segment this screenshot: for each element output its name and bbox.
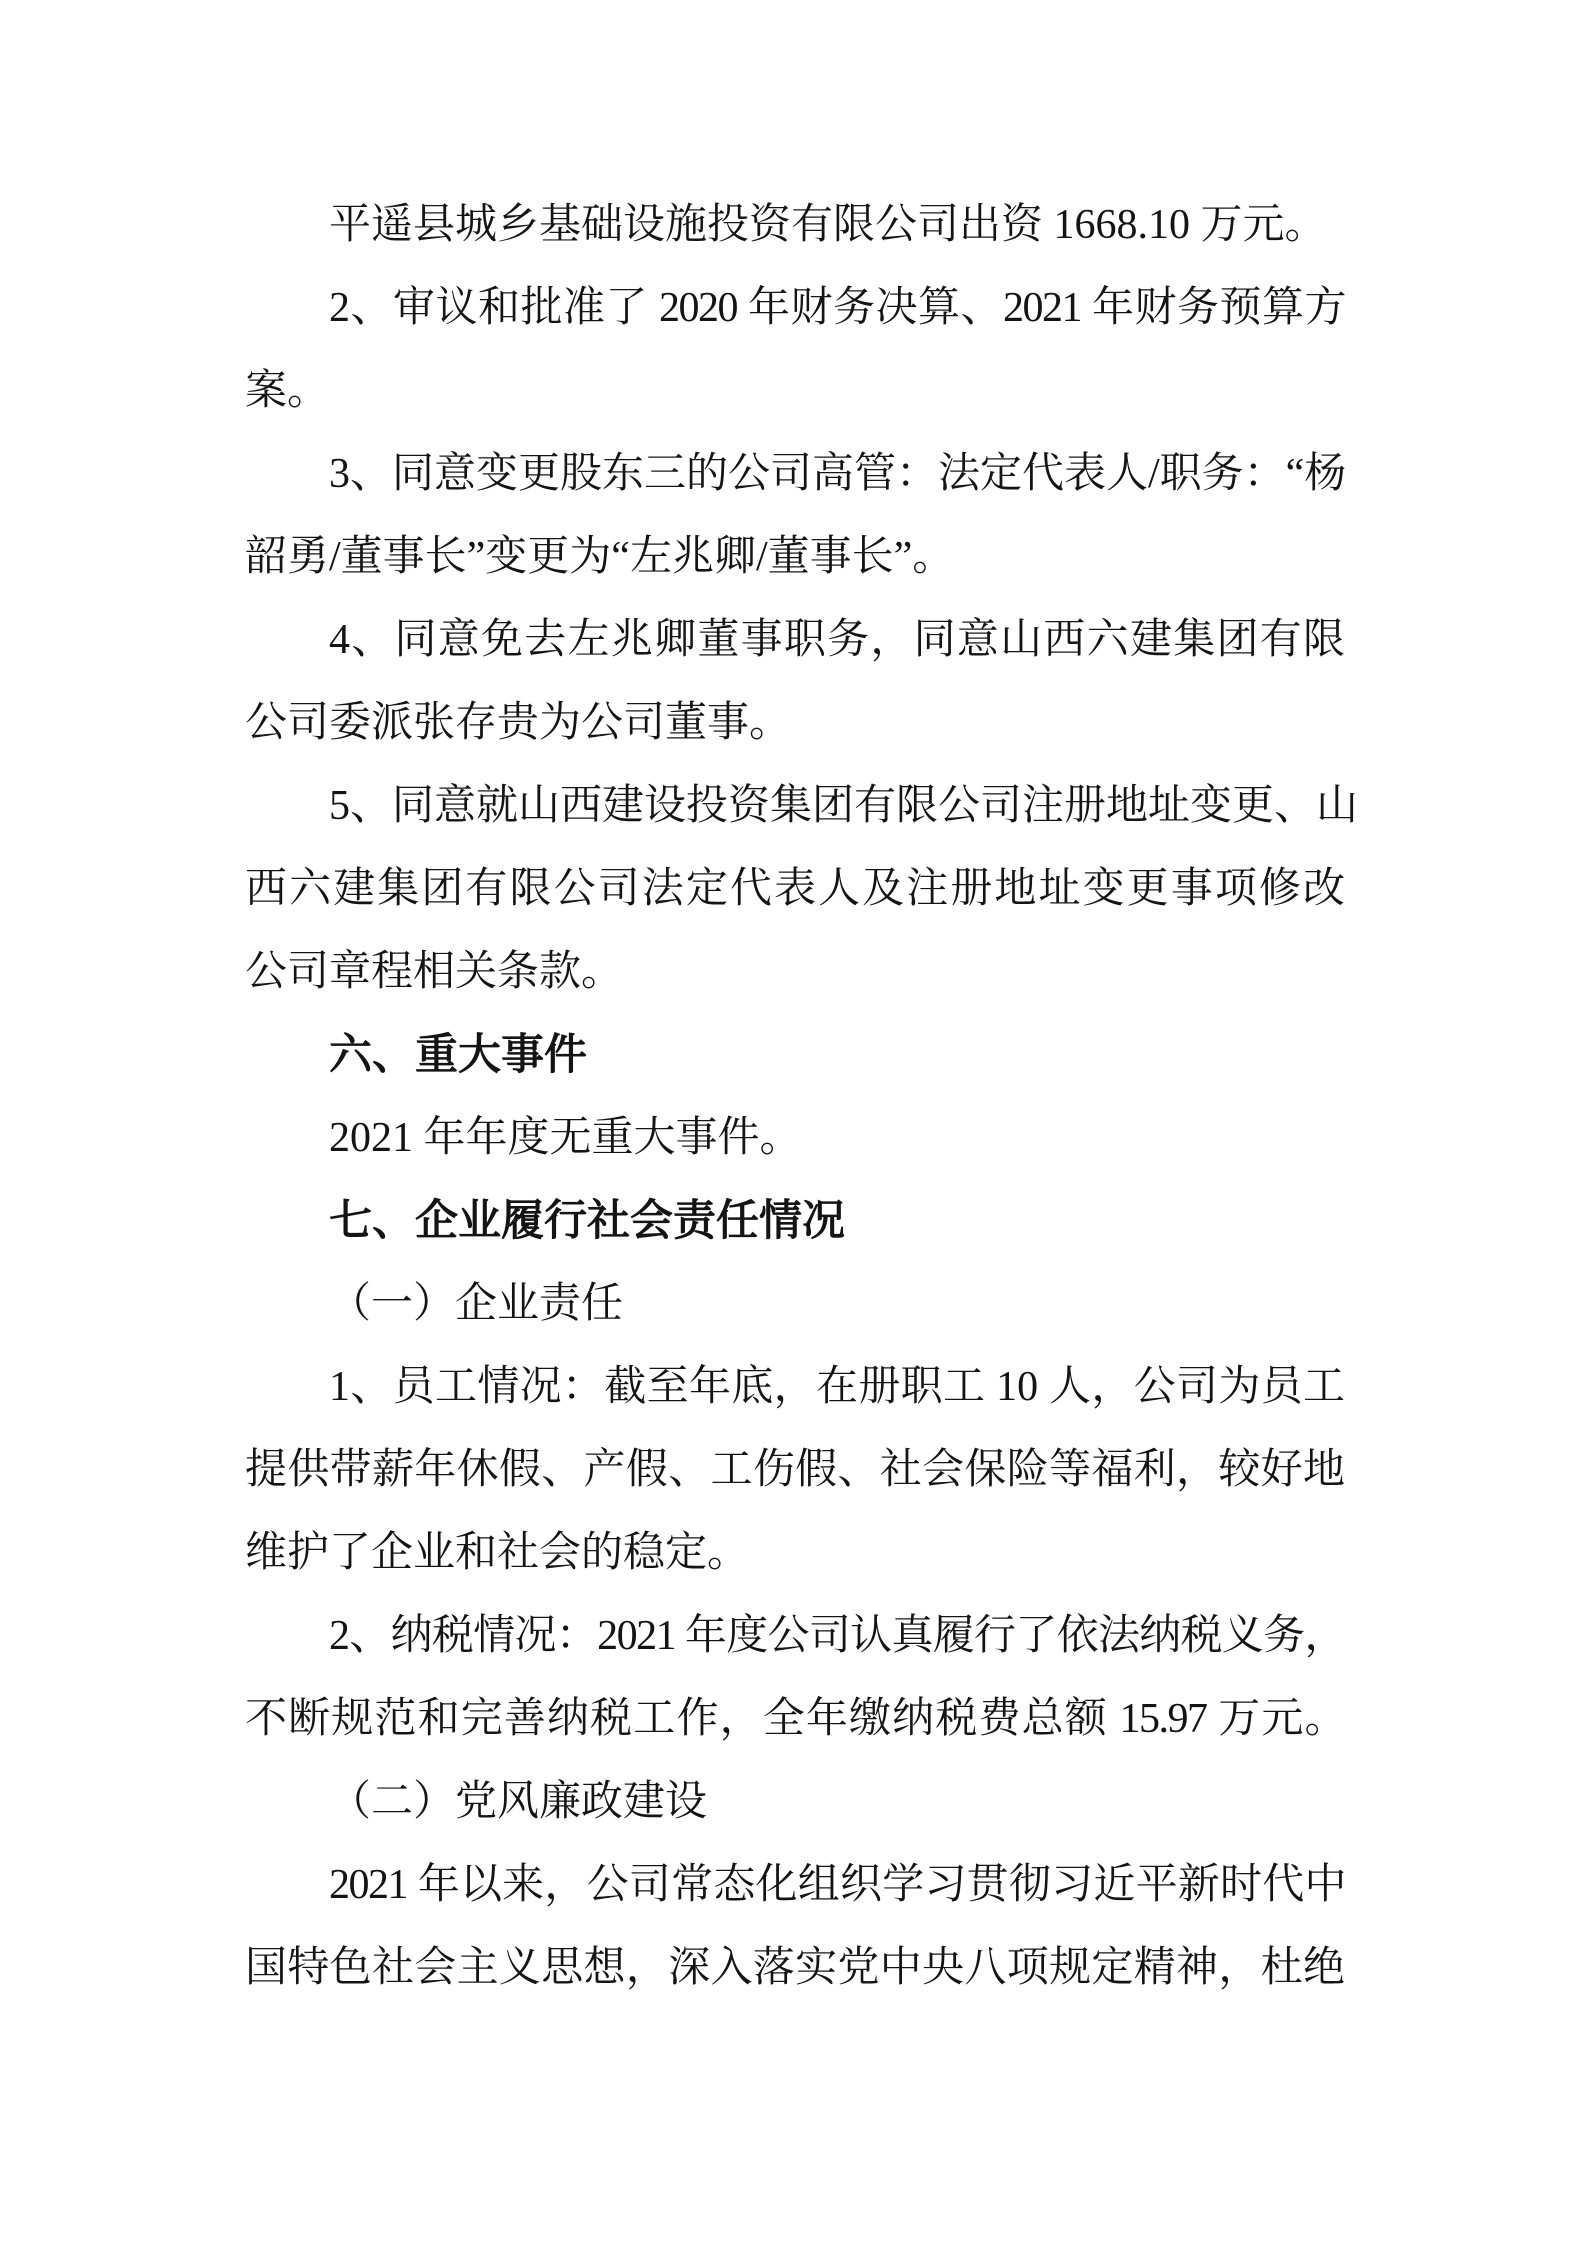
paragraph-line: 4、同意免去左兆卿董事职务，同意山西六建集团有限 <box>329 617 1345 663</box>
paragraph-line: 韶勇/董事长”变更为“左兆卿/董事长”。 <box>245 534 955 580</box>
paragraph-line: 2、审议和批准了 2020 年财务决算、2021 年财务预算方 <box>329 285 1345 331</box>
paragraph-line: 1、员工情况：截至年底，在册职工 10 人，公司为员工 <box>329 1364 1345 1410</box>
paragraph-line: 案。 <box>245 368 330 414</box>
paragraph-line: 公司章程相关条款。 <box>245 949 624 995</box>
paragraph-line: 不断规范和完善纳税工作，全年缴纳税费总额 15.97 万元。 <box>245 1696 1345 1742</box>
subsection-heading: （一）企业责任 <box>329 1281 624 1327</box>
paragraph-line: 2021 年年度无重大事件。 <box>329 1115 802 1161</box>
paragraph-line: 公司委派张存贵为公司董事。 <box>245 700 792 746</box>
paragraph-line: 提供带薪年休假、产假、工伤假、社会保险等福利，较好地 <box>245 1447 1345 1493</box>
document-text-block <box>245 184 1359 2010</box>
section-heading: 六、重大事件 <box>329 1031 587 1079</box>
paragraph-line: 国特色社会主义思想，深入落实党中央八项规定精神，杜绝 <box>245 1945 1345 1991</box>
paragraph-line: 2021 年以来，公司常态化组织学习贯彻习近平新时代中 <box>329 1862 1345 1908</box>
paragraph-line: 西六建集团有限公司法定代表人及注册地址变更事项修改 <box>245 866 1345 912</box>
section-heading: 七、企业履行社会责任情况 <box>329 1197 845 1245</box>
paragraph-line: 2、纳税情况：2021 年度公司认真履行了依法纳税义务， <box>329 1613 1345 1659</box>
paragraph-line: 3、同意变更股东三的公司高管：法定代表人/职务：“杨 <box>329 451 1347 497</box>
paragraph-line: 5、同意就山西建设投资集团有限公司注册地址变更、山 <box>329 783 1359 829</box>
paragraph-line: 维护了企业和社会的稳定。 <box>245 1530 750 1576</box>
paragraph-line: 平遥县城乡基础设施投资有限公司出资 1668.10 万元。 <box>329 202 1327 248</box>
subsection-heading: （二）党风廉政建设 <box>329 1779 708 1825</box>
